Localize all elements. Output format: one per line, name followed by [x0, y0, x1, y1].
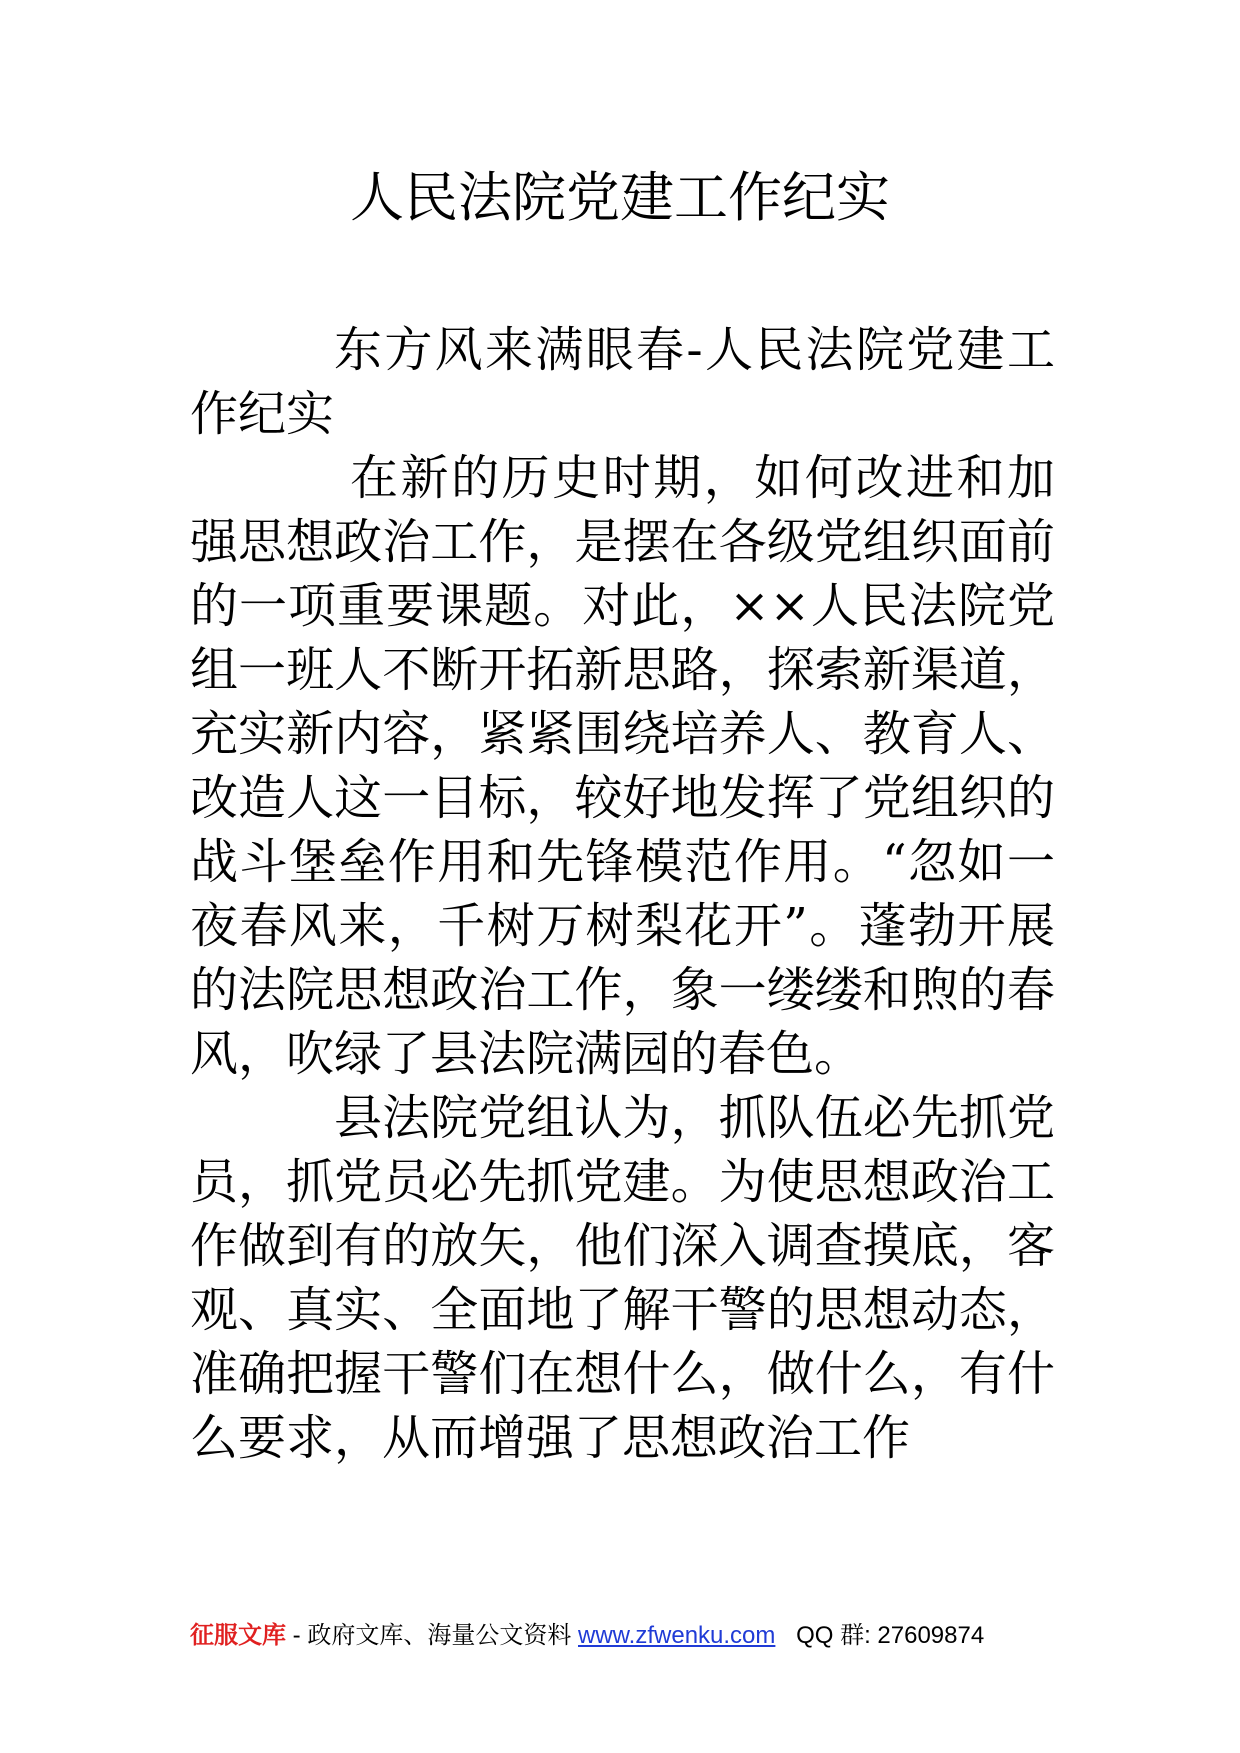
paragraph: 县法院党组认为，抓队伍必先抓党员，抓党员必先抓党建。为使思想政治工作做到有的放矢，他们深入调查摸底，客观、真实、全面地了解干警的思想动态，准确把握干警们在想什么，做什么，有什么要求，从而增强了思想政治工作: [190, 1090, 1055, 1466]
document-subtitle: 东方风来满眼春-人民法院党建工作纪实: [190, 322, 1055, 442]
footer-separator: -: [286, 1622, 308, 1649]
page-title: 人民法院党建工作纪实: [350, 166, 890, 229]
footer-link[interactable]: www.zfwenku.com: [578, 1622, 776, 1649]
footer-description: 政府文库、海量公文资料: [307, 1622, 572, 1649]
paragraph: 在新的历史时期，如何改进和加强思想政治工作，是摆在各级党组织面前的一项重要课题。对此，××人民法院党组一班人不断开拓新思路，探索新渠道，充实新内容，紧紧围绕培养人、教育人、改造人这一目标，较好地发挥了党组织的战斗堡垒作用和先锋模范作用。“忽如一夜春风来，千树万树梨花开”。蓬勃开展的法院思想政治工作，象一缕缕和煦的春风，吹绿了县法院满园的春色。: [190, 450, 1055, 1082]
footer-brand: 征服文库: [190, 1622, 286, 1649]
document-body: [190, 318, 1055, 1470]
page-footer: [190, 1618, 1055, 1654]
footer-qq-group: QQ 群: 27609874: [796, 1622, 985, 1649]
